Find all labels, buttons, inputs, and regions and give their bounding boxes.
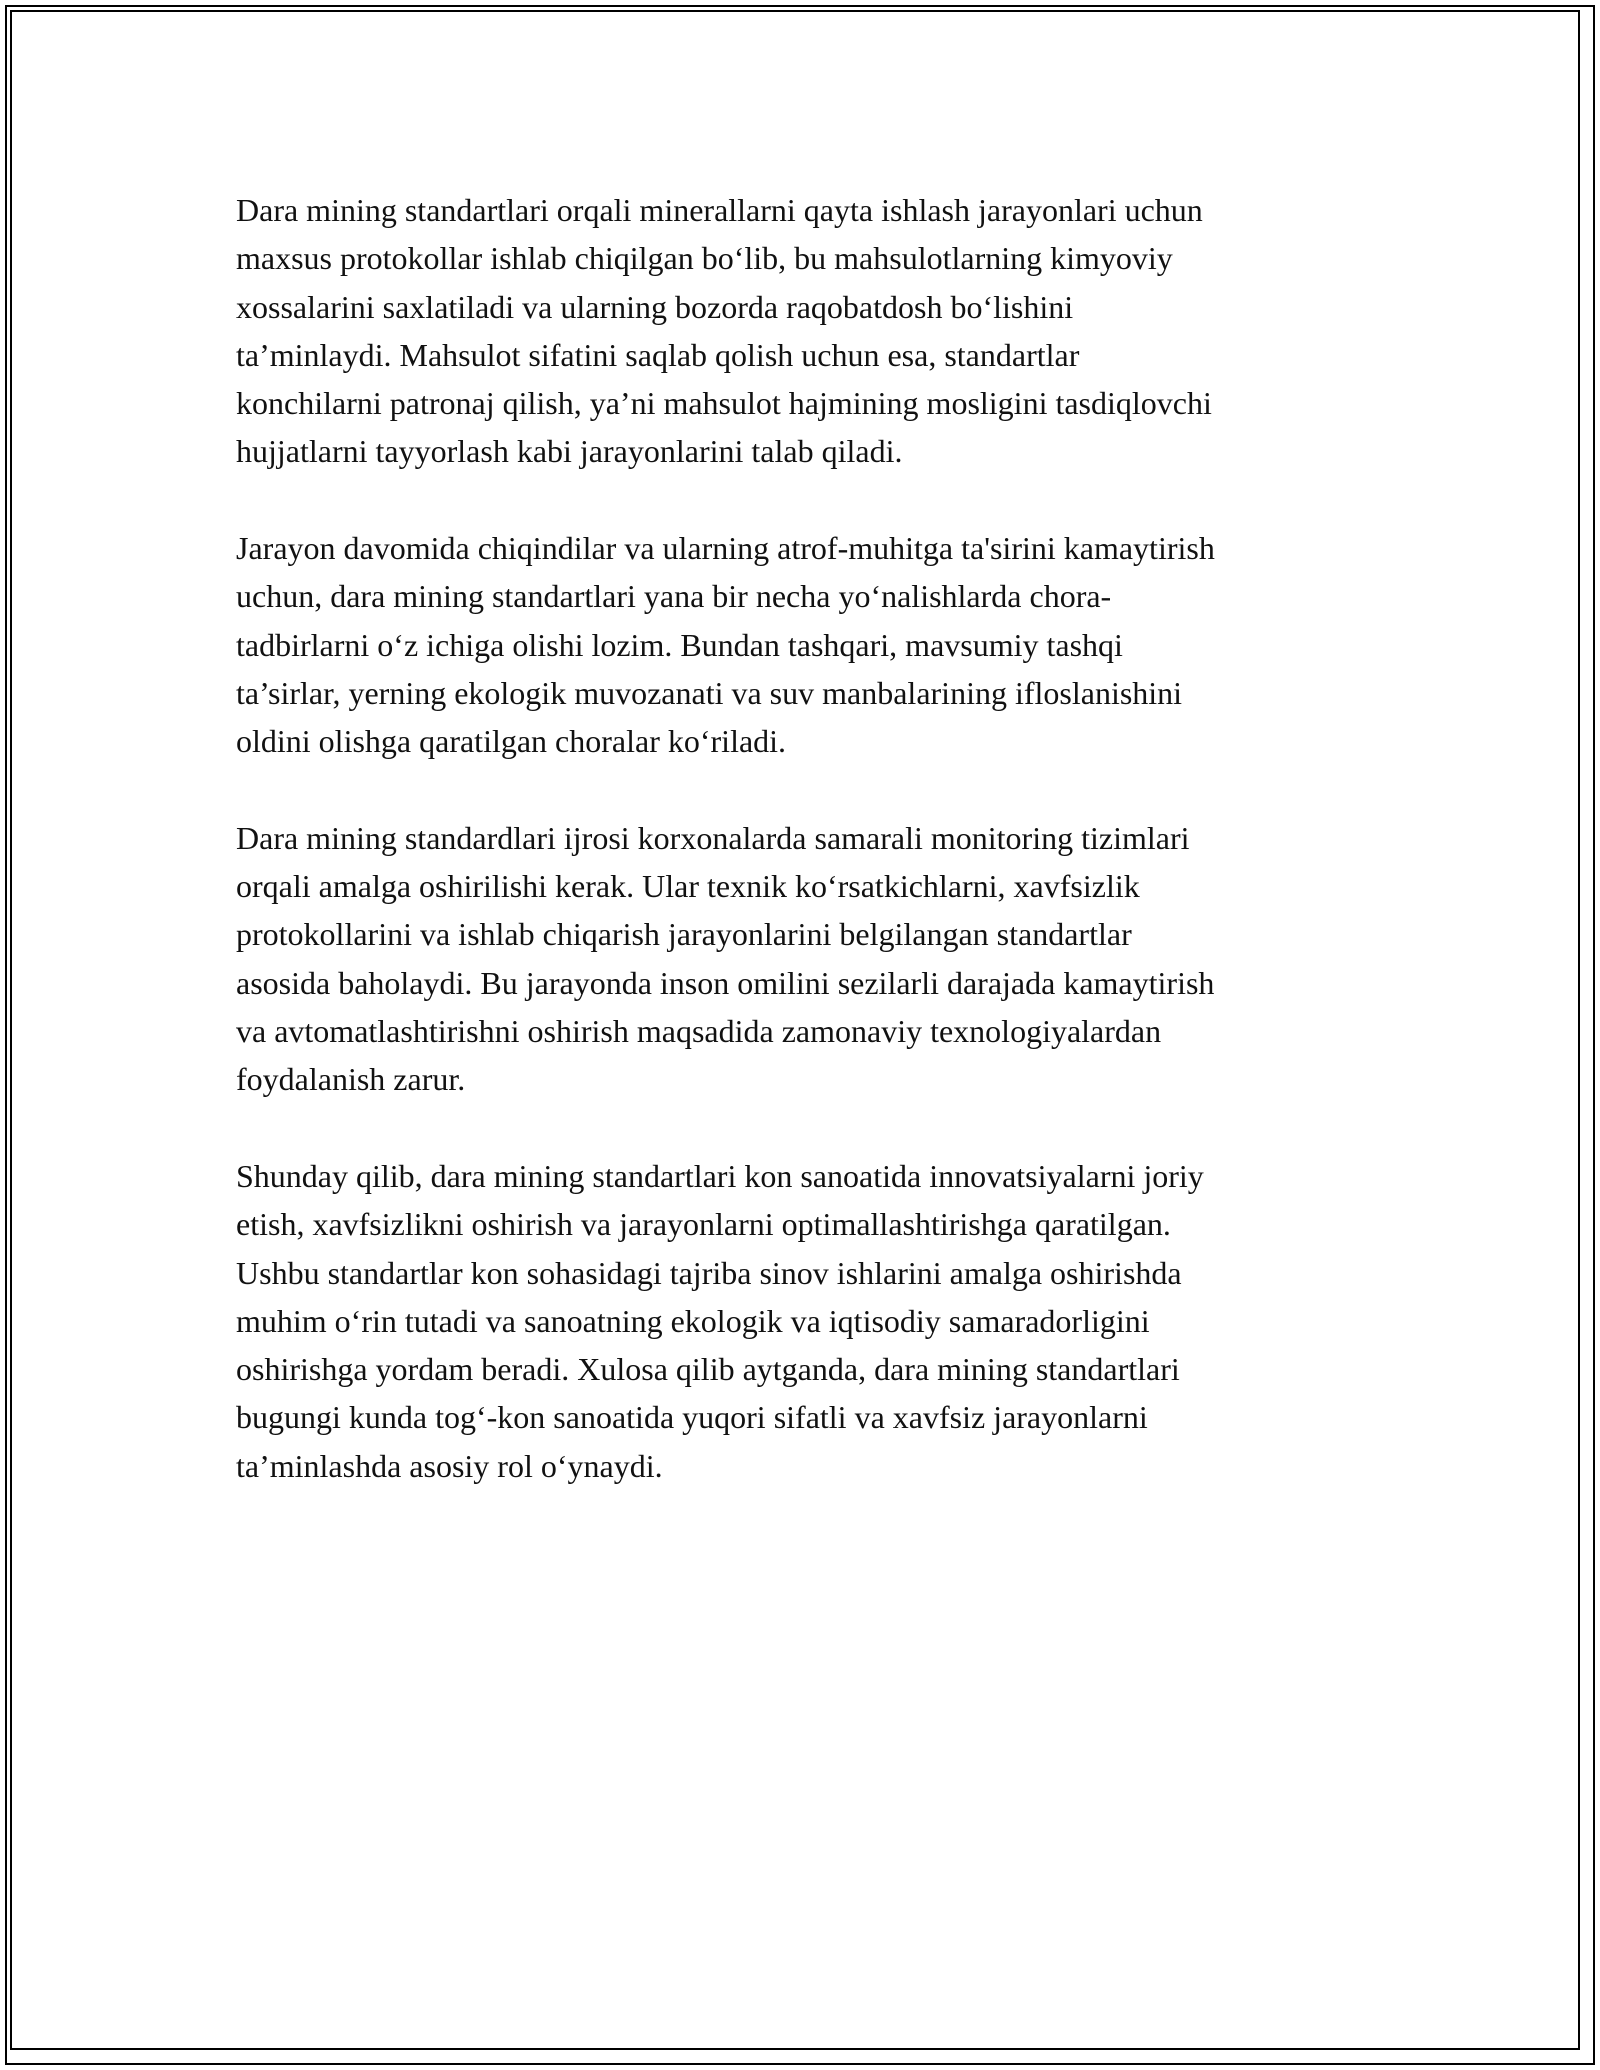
text-line: foydalanish zarur. <box>236 1061 466 1098</box>
text-line: va avtomatlashtirishni oshirish maqsadida zamonaviy texnologiyalardan <box>236 1013 1162 1050</box>
text-line: maxsus protokollar ishlab chiqilgan bo‘lib, bu mahsulotlarning kimyoviy <box>236 240 1173 277</box>
text-line: oshirishga yordam beradi. Xulosa qilib aytganda, dara mining standartlari <box>236 1351 1180 1388</box>
paragraph-1 <box>236 186 1376 476</box>
text-line: ta’minlashda asosiy rol o‘ynaydi. <box>236 1447 663 1484</box>
paragraph-4 <box>236 1152 1376 1490</box>
text-line: konchilarni patronaj qilish, ya’ni mahsulot hajmining mosligini tasdiqlovchi <box>236 385 1212 422</box>
text-line: Dara mining standartlari orqali minerallarni qayta ishlash jarayonlari uchun <box>236 192 1203 228</box>
text-line: tadbirlarni o‘z ichiga olishi lozim. Bundan tashqari, mavsumiy tashqi <box>236 626 1123 663</box>
text-line: asosida baholaydi. Bu jarayonda inson omilini sezilarli darajada kamaytirish <box>236 964 1215 1001</box>
text-line: hujjatlarni tayyorlash kabi jarayonlarini talab qiladi. <box>236 433 903 470</box>
text-line: ta’sirlar, yerning ekologik muvozanati va suv manbalarining ifloslanishini <box>236 674 1183 711</box>
text-line: orqali amalga oshirilishi kerak. Ular texnik ko‘rsatkichlarni, xavfsizlik <box>236 868 1140 905</box>
text-line: muhim o‘rin tutadi va sanoatning ekologik va iqtisodiy samaradorligini <box>236 1302 1150 1339</box>
text-line: xossalarini saxlatiladi va ularning bozorda raqobatdosh bo‘lishini <box>236 288 1074 325</box>
text-line: Dara mining standardlari ijrosi korxonalarda samarali monitoring tizimlari <box>236 819 1190 856</box>
text-line: oldini olishga qaratilgan choralar ko‘riladi. <box>236 723 787 760</box>
text-line: protokollarini va ishlab chiqarish jarayonlarini belgilangan standartlar <box>236 916 1132 953</box>
text-line: Ushbu standartlar kon sohasidagi tajriba sinov ishlarini amalga oshirishda <box>236 1254 1182 1291</box>
paragraph-2 <box>236 524 1376 765</box>
text-line: ta’minlaydi. Mahsulot sifatini saqlab qolish uchun esa, standartlar <box>236 336 1080 373</box>
text-line: uchun, dara mining standartlari yana bir necha yo‘nalishlarda chora- <box>236 578 1112 615</box>
text-line: bugungi kunda tog‘-kon sanoatida yuqori sifatli va xavfsiz jarayonlarni <box>236 1399 1148 1436</box>
text-line: etish, xavfsizlikni oshirish va jarayonlarni optimallashtirishga qaratilgan. <box>236 1206 1171 1243</box>
document-body <box>236 186 1376 1538</box>
text-line: Jarayon davomida chiqindilar va ularning atrof-muhitga ta'sirini kamaytirish <box>236 530 1215 567</box>
text-line: Shunday qilib, dara mining standartlari kon sanoatida innovatsiyalarni joriy <box>236 1157 1204 1194</box>
paragraph-3 <box>236 814 1376 1104</box>
